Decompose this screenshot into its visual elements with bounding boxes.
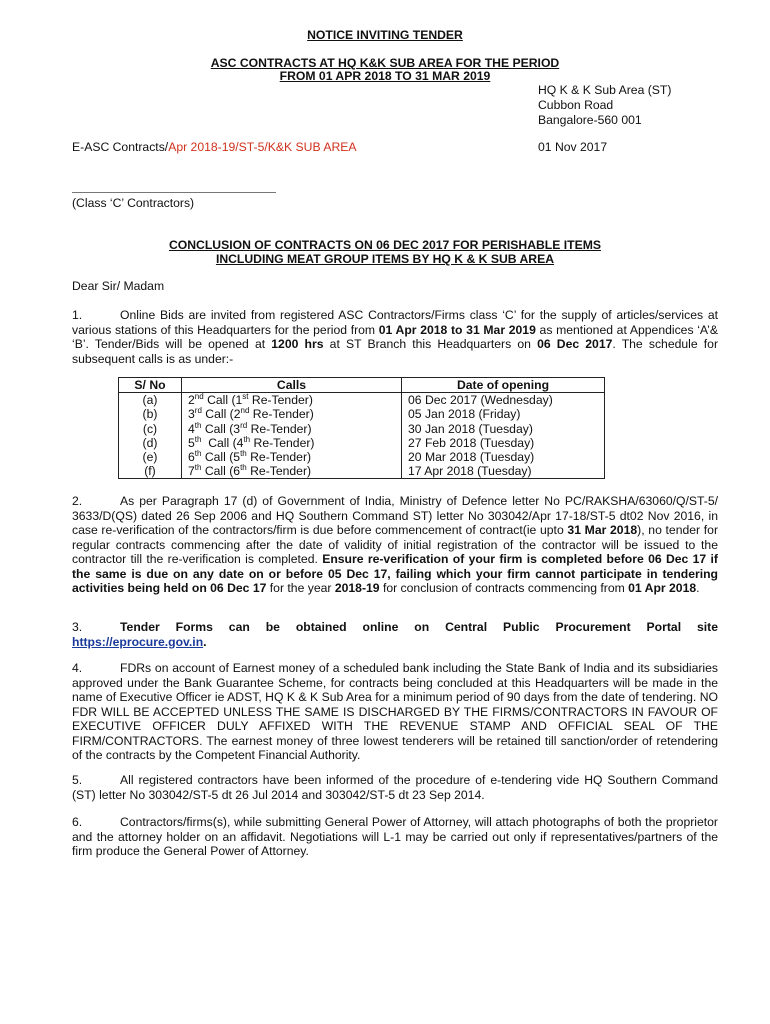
column-header: S/ No	[119, 378, 182, 393]
call-text: Re-Tender)	[249, 407, 314, 422]
address-line: Cubbon Road	[538, 98, 614, 112]
call-text: th	[243, 434, 251, 444]
call-text: Re-Tender)	[248, 393, 313, 408]
call-text: Call (3	[201, 421, 241, 436]
row-sno: (a)	[119, 393, 182, 408]
period-bold: 01 Apr 2018 to 31 Mar 2019	[378, 322, 536, 337]
tender-forms-bold: Tender Forms can be obtained online on Central Public Procurement Portal site	[120, 620, 718, 634]
notice-subtitle-line2: FROM 01 APR 2018 TO 31 MAR 2019	[279, 69, 491, 83]
reference-highlight: Apr 2018-19/ST-5/K&K SUB AREA	[168, 140, 357, 154]
schedule-table-body	[119, 393, 605, 479]
call-text: Re-Tender)	[246, 450, 312, 465]
row-date: 30 Jan 2018 (Tuesday)	[402, 422, 605, 436]
table-row	[119, 393, 605, 408]
paragraph-text: FDRs on account of Earnest money of a scheduled bank including the State Bank of India and its subsidiaries approved under the Bank Guarantee Scheme, for contracts being concluded at this Headquarters will be made in the name of Executive Officer ie ADST, HQ K & K Sub Area for a minimum period of 90 days from the date of tendering. NO FDR WILL BE ACCEPTED UNLESS THE SAME IS DISCHARGED BY THE FIRMS/CONTRACTORS IN FAVOUR OF EXECUTIVE OFFICER DULY AFFIXED WITH THE REVENUE STAMP AND OFFICIAL SEAL OF THE FIRM/CONTRACTORS. The earnest money of three lowest tenderers will be retained till sanction/order of retendering of the contracts by the Competent Financial Authority.	[72, 661, 718, 762]
reference-number	[72, 140, 357, 155]
paragraph-text: . The schedule for subsequent calls is as under:-	[72, 337, 719, 366]
row-sno: (b)	[119, 407, 182, 421]
letter-date: 01 Nov 2017	[538, 140, 608, 154]
call-text: rd	[194, 406, 202, 416]
address-line: HQ K & K Sub Area (ST)	[538, 83, 672, 97]
paragraph-number: 2.	[72, 494, 83, 508]
call-text: th	[194, 434, 202, 444]
table-row	[119, 436, 605, 450]
salutation: Dear Sir/ Madam	[72, 279, 165, 293]
paragraph-text: as mentioned at Appendices ‘A’& ‘B’. Tender/Bids will be opened at	[72, 322, 718, 351]
paragraph-5	[72, 773, 718, 802]
paragraph-text: As per Paragraph 17 (d) of Government of India, Ministry of Defence letter No PC/RAKSHA/63060/Q/ST-5/ 3633/D(QS) dated 26 Sep 2006 and HQ Southern Command ST) letter No 303042/Apr 17-18/ST-5 dt02 Nov 2016, in case re-verification of the contractors/firm is due before commencement of contract(ie upto	[72, 494, 718, 537]
paragraph-text: ), no tender for regular contracts commencing after the date of validity of initial registration of the contractor will be issued to the contractor till the re-verification is completed.	[72, 523, 719, 566]
call-text: th	[194, 420, 202, 430]
date-bold: 31 Mar 2018	[567, 523, 638, 537]
reverification-warning: Ensure re-verification of your firm is completed before 06 Dec 17 if the same is due on any date on or before 05 Dec 17, failing which your firm cannot participate in tendering activities being held on 06 Dec 17	[72, 552, 718, 595]
paragraph-number: 6.	[72, 815, 83, 829]
row-call	[182, 436, 402, 450]
row-call	[182, 464, 402, 479]
paragraph-number: 4.	[72, 661, 83, 675]
call-text: th	[194, 463, 202, 473]
paragraph-text: at ST Branch this Headquarters on	[323, 337, 538, 351]
column-header: Calls	[182, 378, 402, 393]
sender-address	[538, 83, 671, 128]
call-text: st	[242, 392, 249, 402]
paragraph-text: Contractors/firms(s), while submitting General Power of Attorney, will attach photographs of both the proprietor and the attorney holder on an affidavit. Negotiations will L-1 may be carried out only if representatives/partners of the firm produce the General Power of Attorney.	[72, 815, 718, 858]
paragraph-text: Online Bids are invited from registered ASC Contractors/Firms class ‘C’ for the supply of articles/services at various stations of this Headquarters for the period from	[72, 308, 718, 337]
row-sno: (f)	[119, 464, 182, 479]
paragraph-3	[72, 620, 718, 649]
call-text: th	[240, 448, 247, 458]
paragraph-number: 3.	[72, 620, 83, 634]
subject-line1: CONCLUSION OF CONTRACTS ON 06 DEC 2017 FOR PERISHABLE ITEMS	[168, 238, 602, 252]
time-bold: 1200 hrs	[271, 337, 324, 351]
paragraph-6	[72, 815, 718, 859]
paragraph-4	[72, 661, 718, 763]
paragraph-text: .	[696, 581, 700, 595]
row-date: 20 Mar 2018 (Tuesday)	[402, 450, 605, 464]
row-sno: (d)	[119, 436, 182, 450]
row-sno: (c)	[119, 422, 182, 436]
row-date: 06 Dec 2017 (Wednesday)	[402, 393, 605, 408]
call-text: Re-Tender)	[246, 464, 312, 479]
call-text: Call (1	[203, 393, 243, 408]
table-row	[119, 450, 605, 464]
row-call	[182, 450, 402, 464]
paragraph-1	[72, 308, 718, 366]
call-text: nd	[240, 406, 250, 416]
row-call	[182, 393, 402, 408]
paragraph-text: for conclusion of contracts commencing from	[379, 581, 629, 595]
table-row	[119, 407, 605, 421]
schedule-table	[118, 377, 605, 479]
call-text: Call (4	[201, 435, 244, 450]
paragraph-number: 5.	[72, 773, 83, 787]
call-text: Call (5	[201, 450, 241, 465]
call-text: 7	[188, 464, 195, 479]
call-text: 6	[188, 450, 195, 465]
row-call	[182, 422, 402, 436]
row-date: 05 Jan 2018 (Friday)	[402, 407, 605, 421]
paragraph-text: for the year	[266, 581, 335, 595]
call-text: Call (2	[201, 407, 241, 422]
call-text: Call (6	[201, 464, 241, 479]
row-sno: (e)	[119, 450, 182, 464]
table-row	[119, 422, 605, 436]
date-bold: 01 Apr 2018	[628, 581, 697, 595]
row-date: 17 Apr 2018 (Tuesday)	[402, 464, 605, 479]
year-bold: 2018-19	[334, 581, 380, 595]
call-text: Re-Tender)	[250, 435, 315, 450]
call-text: th	[240, 463, 247, 473]
call-text: th	[194, 448, 202, 458]
row-date: 27 Feb 2018 (Tuesday)	[402, 436, 605, 450]
column-header: Date of opening	[402, 378, 605, 393]
address-line: Bangalore-560 001	[538, 113, 642, 127]
reference-prefix: E-ASC Contracts/	[72, 140, 169, 154]
call-text: 2	[188, 393, 195, 408]
table-row	[119, 464, 605, 479]
addressee-blank-line	[72, 192, 276, 193]
table-header-row	[119, 378, 605, 393]
paragraph-text: .	[203, 634, 207, 649]
paragraph-2	[72, 494, 718, 596]
paragraph-number: 1.	[72, 308, 83, 322]
notice-subtitle-line1: ASC CONTRACTS AT HQ K&K SUB AREA FOR THE PERIOD	[210, 56, 560, 70]
call-text: 3	[188, 407, 195, 422]
paragraph-text: All registered contractors have been informed of the procedure of e-tendering vide HQ Southern Command (ST) letter No 303042/ST-5 dt 26 Jul 2014 and 303042/ST-5 dt 23 Sep 2014.	[72, 773, 718, 802]
call-text: 5	[188, 435, 195, 450]
eprocure-link[interactable]: https://eprocure.gov.in	[72, 634, 204, 649]
notice-title: NOTICE INVITING TENDER	[307, 28, 463, 42]
addressee: (Class ‘C’ Contractors)	[72, 196, 195, 210]
call-text: Re-Tender)	[247, 421, 312, 436]
call-text: rd	[240, 420, 248, 430]
subject-line2: INCLUDING MEAT GROUP ITEMS BY HQ K & K SUB AREA	[215, 252, 555, 266]
call-text: 4	[188, 421, 195, 436]
row-call	[182, 407, 402, 421]
date-bold: 06 Dec 2017	[537, 337, 613, 351]
call-text: nd	[194, 392, 204, 402]
